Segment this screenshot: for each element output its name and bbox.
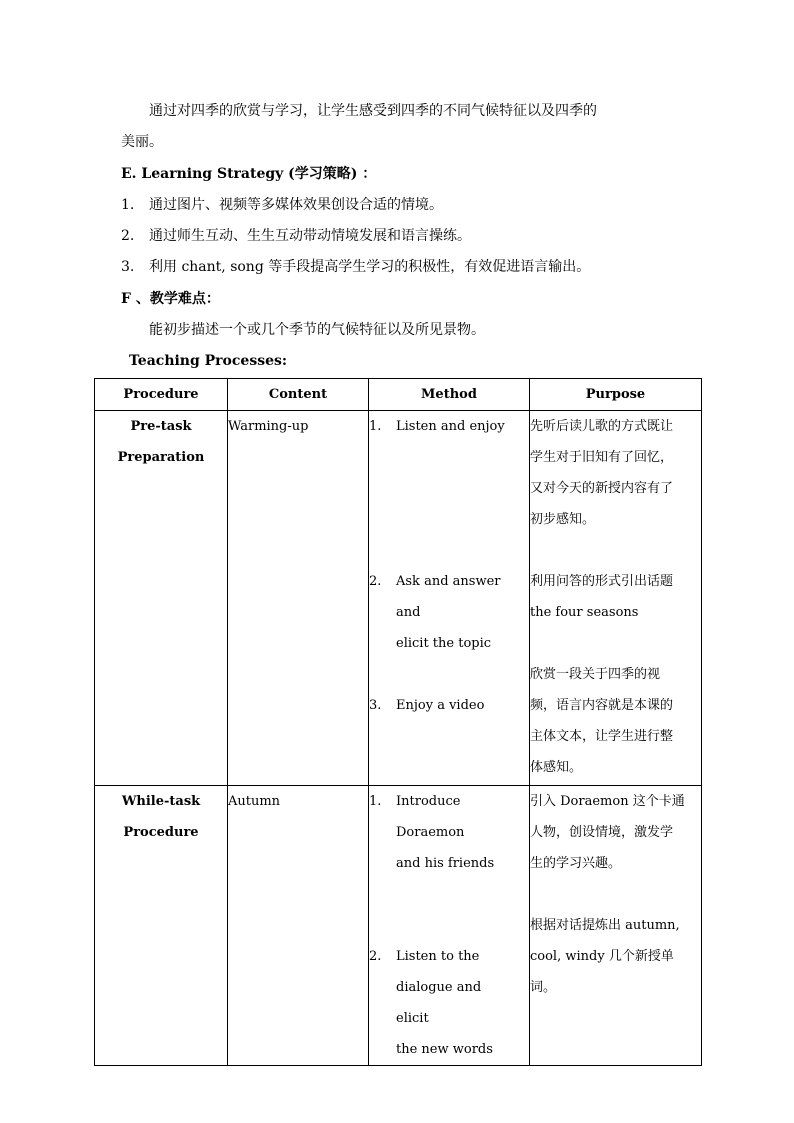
content-cell-warming-up: Warming-up — [228, 411, 369, 786]
strategy-item-3 — [121, 252, 590, 283]
purpose-cell-while-task — [530, 786, 702, 1066]
purpose-text-line: 学生对于旧知有了回忆， — [530, 450, 674, 465]
teaching-difficulty-heading: F 、教学难点： — [121, 291, 220, 307]
method-item-text: Ask and answer and — [396, 574, 501, 620]
purpose-text-line: 生的学习兴趣。 — [530, 856, 622, 871]
strategy-item-number: 2. — [121, 228, 135, 244]
purpose-text-line: cool, windy 几个新授单 — [530, 949, 674, 964]
purpose-text-line: 初步感知。 — [530, 512, 596, 527]
column-header-procedure: Procedure — [95, 379, 228, 411]
method-item-text: and his friends — [396, 856, 495, 871]
teaching-difficulty-text: 能初步描述一个或几个季节的气候特征以及所见景物。 — [149, 322, 485, 338]
method-item-text: Enjoy a video — [396, 698, 485, 713]
strategy-item-text: 通过师生互动、生生互动带动情境发展和语言操练。 — [149, 228, 471, 244]
stage-label-line: Pre-task — [130, 419, 192, 434]
purpose-text-line: 又对今天的新授内容有了 — [530, 481, 674, 496]
stage-label-line: Procedure — [123, 825, 199, 840]
table-row-pre-task — [95, 411, 702, 786]
purpose-text-line: 先听后读儿歌的方式既让 — [530, 419, 674, 434]
method-item — [369, 411, 529, 442]
strategy-item-2 — [121, 221, 471, 252]
purpose-text-line: the four seasons — [530, 605, 639, 620]
teaching-processes-title: Teaching Processes: — [129, 353, 288, 369]
method-item-text: the new words — [396, 1042, 493, 1057]
purpose-cell-pre-task — [530, 411, 702, 786]
purpose-text-line: 引入 Doraemon 这个卡通 — [530, 794, 685, 809]
column-header-purpose: Purpose — [530, 379, 702, 411]
method-item-number: 2. — [369, 574, 382, 589]
stage-label-line: While-task — [121, 794, 201, 809]
strategy-item-text: 利用 chant, song 等手段提高学生学习的积极性，有效促进语言输出。 — [149, 259, 591, 275]
strategy-item-1 — [121, 190, 443, 221]
purpose-text-line: 频，语言内容就是本课的 — [530, 698, 674, 713]
content-cell-autumn: Autumn — [228, 786, 369, 1066]
stage-cell-pre-task — [95, 411, 228, 786]
column-header-content: Content — [228, 379, 369, 411]
method-item-text: Introduce Doraemon — [396, 794, 465, 840]
objective-paragraph-line-2: 美丽。 — [121, 134, 163, 150]
learning-strategy-heading: E. Learning Strategy (学习策略) ： — [121, 166, 377, 182]
table-header-row — [95, 379, 702, 411]
purpose-text-line: 根据对话提炼出 autumn, — [530, 918, 680, 933]
method-item-number: 2. — [369, 949, 382, 964]
purpose-text-line: 体感知。 — [530, 760, 583, 775]
method-item — [369, 786, 529, 848]
purpose-text-line: 利用问答的形式引出话题 — [530, 574, 674, 589]
method-item-number: 1. — [369, 419, 382, 434]
method-item-number: 1. — [369, 794, 382, 809]
strategy-item-number: 1. — [121, 197, 135, 213]
method-item-text: Listen and enjoy — [396, 419, 505, 434]
purpose-text-line: 人物，创设情境，激发学 — [530, 825, 674, 840]
purpose-text-line: 主体文本，让学生进行整 — [530, 729, 674, 744]
method-item-text: dialogue and elicit — [396, 980, 482, 1026]
stage-cell-while-task — [95, 786, 228, 1066]
method-item-text: Listen to the — [396, 949, 480, 964]
method-cell-pre-task — [369, 411, 530, 786]
table-row-while-task — [95, 786, 702, 1066]
method-item — [369, 941, 529, 972]
column-header-method: Method — [369, 379, 530, 411]
method-item-number: 3. — [369, 698, 382, 713]
purpose-text-line: 词。 — [530, 980, 557, 995]
method-item — [369, 566, 529, 628]
method-item — [369, 690, 529, 721]
teaching-process-table — [94, 378, 702, 1066]
purpose-text-line: 欣赏一段关于四季的视 — [530, 667, 661, 682]
strategy-item-number: 3. — [121, 259, 135, 275]
method-cell-while-task — [369, 786, 530, 1066]
strategy-item-text: 通过图片、视频等多媒体效果创设合适的情境。 — [149, 197, 443, 213]
stage-label-line: Preparation — [117, 450, 205, 465]
objective-paragraph-line-1: 通过对四季的欣赏与学习，让学生感受到四季的不同气候特征以及四季的 — [149, 103, 597, 119]
method-item-text: elicit the topic — [396, 636, 492, 651]
